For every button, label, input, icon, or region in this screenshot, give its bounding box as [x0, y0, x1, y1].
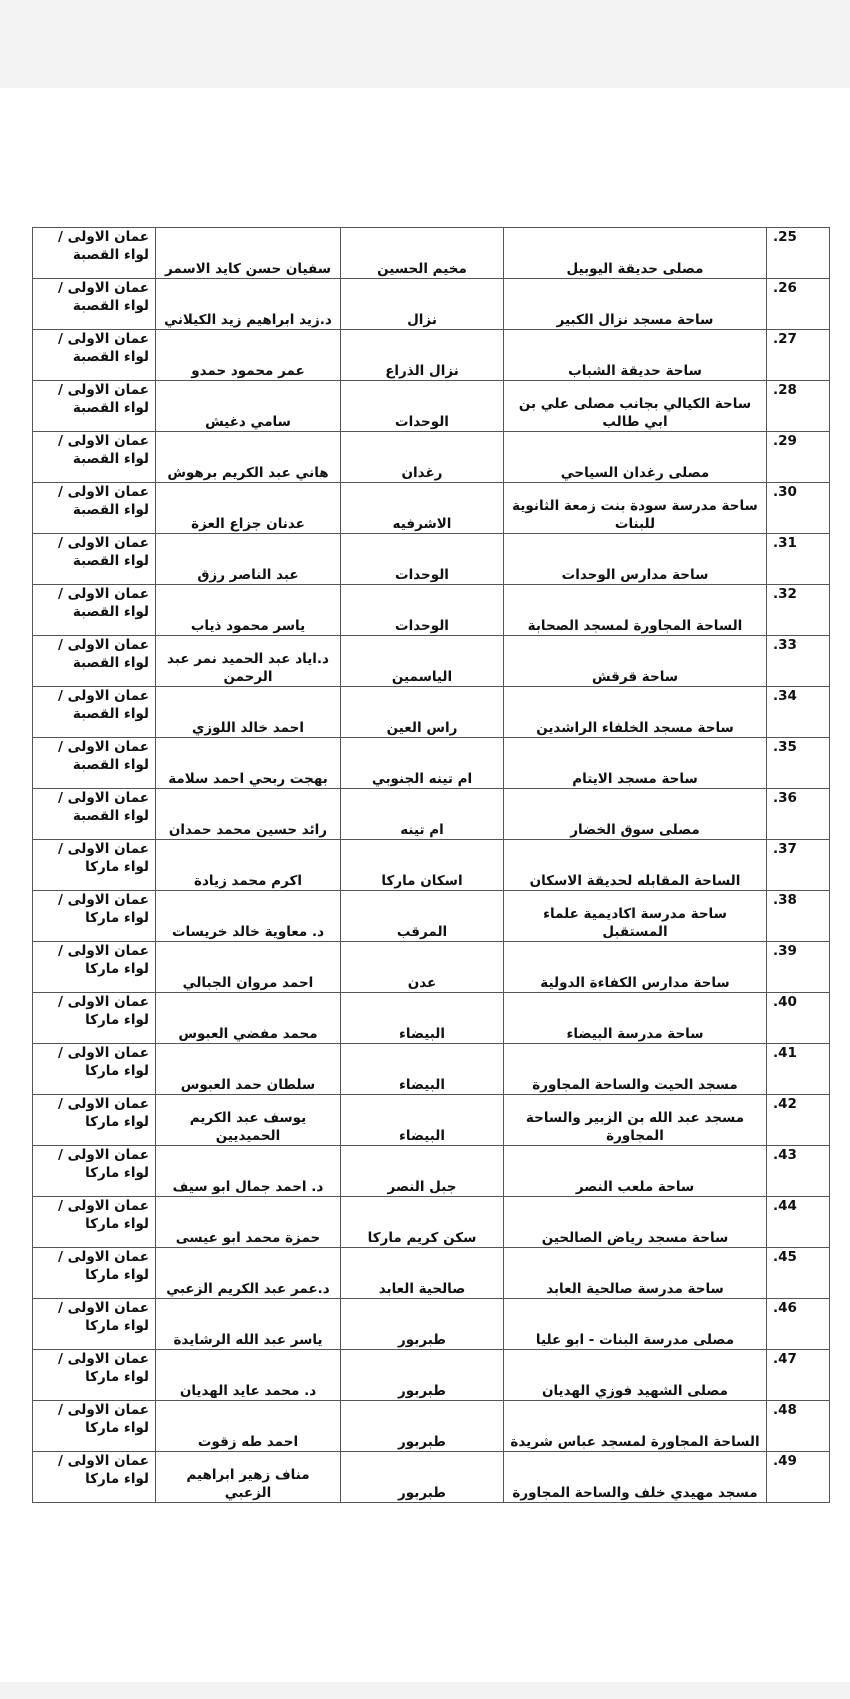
table-row	[33, 1146, 830, 1197]
row-number-cell: 43.	[767, 1146, 830, 1197]
area-cell: طبربور	[341, 1452, 504, 1503]
area-cell: جبل النصر	[341, 1146, 504, 1197]
place-cell: ساحة مدرسة اكاديمية علماء المستقبل	[504, 891, 767, 942]
directorate-line2: لواء ماركا	[85, 859, 149, 875]
row-number-cell: 39.	[767, 942, 830, 993]
directorate-cell	[33, 1299, 156, 1350]
directorate-line2: لواء ماركا	[85, 1318, 149, 1334]
directorate-cell	[33, 738, 156, 789]
supervisor-cell: عمر محمود حمدو	[156, 330, 341, 381]
table-row	[33, 381, 830, 432]
area-cell: طبربور	[341, 1350, 504, 1401]
table-row	[33, 432, 830, 483]
supervisor-cell: سامي دغيش	[156, 381, 341, 432]
directorate-line1: عمان الاولى /	[58, 1045, 149, 1061]
place-cell: مسجد مهيدي خلف والساحة المجاورة	[504, 1452, 767, 1503]
directorate-line2: لواء ماركا	[85, 1471, 149, 1487]
table-row	[33, 738, 830, 789]
place-cell: مسجد الحيت والساحة المجاورة	[504, 1044, 767, 1095]
area-cell: اسكان ماركا	[341, 840, 504, 891]
place-cell: ساحة مسجد الخلفاء الراشدين	[504, 687, 767, 738]
directorate-line1: عمان الاولى /	[58, 943, 149, 959]
directorate-line2: لواء ماركا	[85, 1369, 149, 1385]
table-row	[33, 942, 830, 993]
directorate-cell	[33, 228, 156, 279]
directorate-line1: عمان الاولى /	[58, 382, 149, 398]
directorate-cell	[33, 483, 156, 534]
locations-table	[32, 227, 830, 1503]
table-body	[33, 228, 830, 1503]
table-row	[33, 789, 830, 840]
area-cell: راس العين	[341, 687, 504, 738]
place-cell: مصلى الشهيد فوزي الهديان	[504, 1350, 767, 1401]
area-cell: الوحدات	[341, 381, 504, 432]
table-row	[33, 483, 830, 534]
directorate-line1: عمان الاولى /	[58, 688, 149, 704]
supervisor-cell: احمد طه زقوت	[156, 1401, 341, 1452]
directorate-line2: لواء القصبة	[72, 349, 149, 365]
directorate-cell	[33, 993, 156, 1044]
directorate-line2: لواء ماركا	[85, 1420, 149, 1436]
directorate-cell	[33, 381, 156, 432]
directorate-cell	[33, 330, 156, 381]
area-cell: مخيم الحسين	[341, 228, 504, 279]
directorate-line1: عمان الاولى /	[58, 994, 149, 1010]
area-cell: الاشرفيه	[341, 483, 504, 534]
place-cell: ساحة مدرسة سودة بنت زمعة الثانوية للبنات	[504, 483, 767, 534]
table-row	[33, 330, 830, 381]
area-cell: البيضاء	[341, 1044, 504, 1095]
supervisor-cell: د. معاوية خالد خريسات	[156, 891, 341, 942]
area-cell: ام تينه	[341, 789, 504, 840]
supervisor-cell: سلطان حمد العبوس	[156, 1044, 341, 1095]
row-number-cell: 33.	[767, 636, 830, 687]
row-number-cell: 44.	[767, 1197, 830, 1248]
directorate-line2: لواء القصبة	[72, 757, 149, 773]
supervisor-cell: عدنان جزاع العزة	[156, 483, 341, 534]
directorate-line1: عمان الاولى /	[58, 1096, 149, 1112]
directorate-cell	[33, 1401, 156, 1452]
supervisor-cell: د.اياد عبد الحميد نمر عبد الرحمن	[156, 636, 341, 687]
row-number-cell: 34.	[767, 687, 830, 738]
place-cell: ساحة مدرسة البيضاء	[504, 993, 767, 1044]
place-cell: ساحة حديقة الشباب	[504, 330, 767, 381]
directorate-cell	[33, 1248, 156, 1299]
table-row	[33, 534, 830, 585]
row-number-cell: 32.	[767, 585, 830, 636]
place-cell: ساحة مدرسة صالحية العابد	[504, 1248, 767, 1299]
directorate-line1: عمان الاولى /	[58, 229, 149, 245]
directorate-line1: عمان الاولى /	[58, 1453, 149, 1469]
area-cell: الياسمين	[341, 636, 504, 687]
directorate-line2: لواء القصبة	[72, 298, 149, 314]
table-row	[33, 1044, 830, 1095]
place-cell: ساحة ملعب النصر	[504, 1146, 767, 1197]
area-cell: الوحدات	[341, 534, 504, 585]
directorate-line2: لواء القصبة	[72, 553, 149, 569]
row-number-cell: 45.	[767, 1248, 830, 1299]
place-cell: ساحة الكيالي بجانب مصلى علي بن ابي طالب	[504, 381, 767, 432]
directorate-line1: عمان الاولى /	[58, 331, 149, 347]
place-cell: ساحة قرقش	[504, 636, 767, 687]
supervisor-cell: رائد حسين محمد حمدان	[156, 789, 341, 840]
supervisor-cell: يوسف عبد الكريم الحميديين	[156, 1095, 341, 1146]
directorate-line2: لواء ماركا	[85, 1114, 149, 1130]
place-cell: الساحة المجاورة لمسجد الصحابة	[504, 585, 767, 636]
directorate-line1: عمان الاولى /	[58, 1300, 149, 1316]
supervisor-cell: د. محمد عايد الهديان	[156, 1350, 341, 1401]
directorate-line1: عمان الاولى /	[58, 1147, 149, 1163]
row-number-cell: 26.	[767, 279, 830, 330]
row-number-cell: 28.	[767, 381, 830, 432]
place-cell: مصلى حديقة اليوبيل	[504, 228, 767, 279]
directorate-line1: عمان الاولى /	[58, 790, 149, 806]
area-cell: البيضاء	[341, 1095, 504, 1146]
area-cell: الوحدات	[341, 585, 504, 636]
directorate-cell	[33, 1146, 156, 1197]
directorate-line2: لواء القصبة	[72, 451, 149, 467]
place-cell: مصلى سوق الخضار	[504, 789, 767, 840]
area-cell: رغدان	[341, 432, 504, 483]
directorate-line1: عمان الاولى /	[58, 739, 149, 755]
table-row	[33, 687, 830, 738]
supervisor-cell: مناف زهير ابراهيم الزعبي	[156, 1452, 341, 1503]
directorate-line1: عمان الاولى /	[58, 1198, 149, 1214]
area-cell: المرقب	[341, 891, 504, 942]
area-cell: صالحية العابد	[341, 1248, 504, 1299]
table-row	[33, 840, 830, 891]
area-cell: سكن كريم ماركا	[341, 1197, 504, 1248]
directorate-cell	[33, 1044, 156, 1095]
table-row	[33, 1299, 830, 1350]
supervisor-cell: احمد مروان الجبالي	[156, 942, 341, 993]
directorate-cell	[33, 687, 156, 738]
supervisor-cell: حمزة محمد ابو عيسى	[156, 1197, 341, 1248]
directorate-line2: لواء القصبة	[72, 400, 149, 416]
row-number-cell: 30.	[767, 483, 830, 534]
directorate-line1: عمان الاولى /	[58, 892, 149, 908]
supervisor-cell: بهجت ربحي احمد سلامة	[156, 738, 341, 789]
directorate-line2: لواء القصبة	[72, 604, 149, 620]
row-number-cell: 38.	[767, 891, 830, 942]
row-number-cell: 35.	[767, 738, 830, 789]
table-row	[33, 1095, 830, 1146]
directorate-cell	[33, 1095, 156, 1146]
supervisor-cell: هاني عبد الكريم برهوش	[156, 432, 341, 483]
row-number-cell: 29.	[767, 432, 830, 483]
directorate-cell	[33, 585, 156, 636]
directorate-line2: لواء ماركا	[85, 1012, 149, 1028]
supervisor-cell: عبد الناصر رزق	[156, 534, 341, 585]
place-cell: الساحة المجاورة لمسجد عباس شريدة	[504, 1401, 767, 1452]
row-number-cell: 46.	[767, 1299, 830, 1350]
directorate-line1: عمان الاولى /	[58, 841, 149, 857]
directorate-cell	[33, 1452, 156, 1503]
directorate-line1: عمان الاولى /	[58, 586, 149, 602]
place-cell: ساحة مدارس الكفاءة الدولية	[504, 942, 767, 993]
area-cell: نزال الذراع	[341, 330, 504, 381]
area-cell: طبربور	[341, 1299, 504, 1350]
table-row	[33, 585, 830, 636]
row-number-cell: 27.	[767, 330, 830, 381]
directorate-line2: لواء القصبة	[72, 502, 149, 518]
place-cell: ساحة مسجد نزال الكبير	[504, 279, 767, 330]
directorate-line2: لواء القصبة	[72, 247, 149, 263]
area-cell: ام تينه الجنوبي	[341, 738, 504, 789]
directorate-line2: لواء ماركا	[85, 1216, 149, 1232]
directorate-line2: لواء ماركا	[85, 1063, 149, 1079]
table-row	[33, 228, 830, 279]
directorate-line2: لواء ماركا	[85, 1267, 149, 1283]
directorate-line1: عمان الاولى /	[58, 280, 149, 296]
directorate-line1: عمان الاولى /	[58, 484, 149, 500]
directorate-cell	[33, 942, 156, 993]
directorate-cell	[33, 840, 156, 891]
directorate-cell	[33, 1197, 156, 1248]
directorate-cell	[33, 636, 156, 687]
area-cell: طبربور	[341, 1401, 504, 1452]
table-row	[33, 636, 830, 687]
directorate-line1: عمان الاولى /	[58, 1351, 149, 1367]
place-cell: ساحة مسجد الايتام	[504, 738, 767, 789]
directorate-cell	[33, 279, 156, 330]
directorate-line2: لواء القصبة	[72, 808, 149, 824]
table-row	[33, 1452, 830, 1503]
supervisor-cell: ياسر عبد الله الرشايدة	[156, 1299, 341, 1350]
row-number-cell: 36.	[767, 789, 830, 840]
directorate-line2: لواء ماركا	[85, 961, 149, 977]
directorate-line1: عمان الاولى /	[58, 535, 149, 551]
directorate-line1: عمان الاولى /	[58, 433, 149, 449]
supervisor-cell: د.عمر عبد الكريم الزعبي	[156, 1248, 341, 1299]
place-cell: مسجد عبد الله بن الزبير والساحة المجاورة	[504, 1095, 767, 1146]
table-row	[33, 993, 830, 1044]
directorate-line1: عمان الاولى /	[58, 637, 149, 653]
place-cell: ساحة مسجد رياض الصالحين	[504, 1197, 767, 1248]
directorate-line2: لواء القصبة	[72, 655, 149, 671]
directorate-cell	[33, 432, 156, 483]
directorate-cell	[33, 789, 156, 840]
supervisor-cell: محمد مفضي العبوس	[156, 993, 341, 1044]
area-cell: عدن	[341, 942, 504, 993]
row-number-cell: 42.	[767, 1095, 830, 1146]
place-cell: ساحة مدارس الوحدات	[504, 534, 767, 585]
directorate-line1: عمان الاولى /	[58, 1249, 149, 1265]
directorate-cell	[33, 1350, 156, 1401]
row-number-cell: 25.	[767, 228, 830, 279]
document-page	[0, 88, 850, 1682]
table-row	[33, 891, 830, 942]
directorate-cell	[33, 534, 156, 585]
place-cell: الساحة المقابله لحديقة الاسكان	[504, 840, 767, 891]
area-cell: نزال	[341, 279, 504, 330]
supervisor-cell: د. احمد جمال ابو سيف	[156, 1146, 341, 1197]
directorate-line1: عمان الاولى /	[58, 1402, 149, 1418]
supervisor-cell: سفيان حسن كايد الاسمر	[156, 228, 341, 279]
row-number-cell: 31.	[767, 534, 830, 585]
supervisor-cell: ياسر محمود ذياب	[156, 585, 341, 636]
table-row	[33, 1401, 830, 1452]
supervisor-cell: احمد خالد اللوزي	[156, 687, 341, 738]
area-cell: البيضاء	[341, 993, 504, 1044]
row-number-cell: 49.	[767, 1452, 830, 1503]
table-row	[33, 1350, 830, 1401]
directorate-line2: لواء القصبة	[72, 706, 149, 722]
row-number-cell: 37.	[767, 840, 830, 891]
table-row	[33, 1197, 830, 1248]
table-row	[33, 1248, 830, 1299]
row-number-cell: 41.	[767, 1044, 830, 1095]
row-number-cell: 48.	[767, 1401, 830, 1452]
table-row	[33, 279, 830, 330]
supervisor-cell: د.زيد ابراهيم زيد الكيلاني	[156, 279, 341, 330]
directorate-line2: لواء ماركا	[85, 1165, 149, 1181]
directorate-line2: لواء ماركا	[85, 910, 149, 926]
supervisor-cell: اكرم محمد زيادة	[156, 840, 341, 891]
row-number-cell: 40.	[767, 993, 830, 1044]
directorate-cell	[33, 891, 156, 942]
place-cell: مصلى رغدان السياحي	[504, 432, 767, 483]
row-number-cell: 47.	[767, 1350, 830, 1401]
place-cell: مصلى مدرسة البنات - ابو عليا	[504, 1299, 767, 1350]
